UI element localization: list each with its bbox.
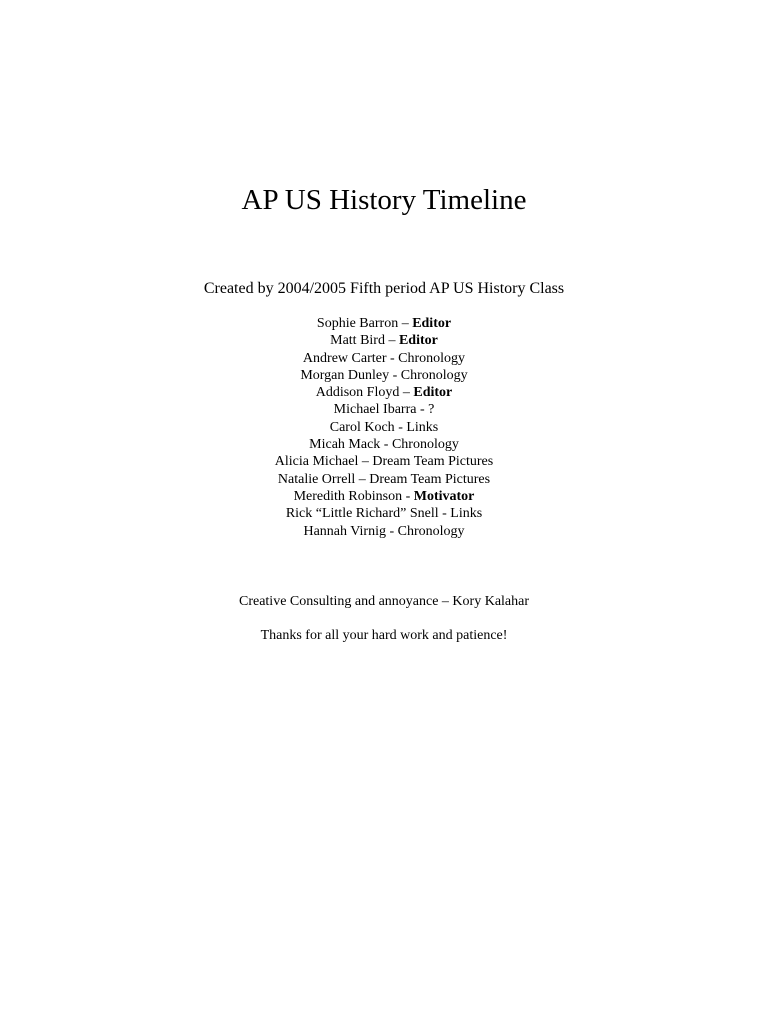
credit-line — [0, 350, 768, 367]
credit-line — [0, 471, 768, 488]
consulting-credit: Creative Consulting and annoyance – Kory Kalahar — [238, 594, 530, 609]
credit-role: Dream Team Pictures — [372, 454, 494, 470]
credit-role: Chronology — [397, 523, 465, 539]
document-subtitle: Created by 2004/2005 Fifth period AP US History Class — [203, 280, 565, 297]
credit-role: Editor — [412, 316, 452, 331]
credit-role: Editor — [413, 385, 453, 401]
credit-separator: - — [385, 523, 398, 539]
credit-line — [0, 401, 768, 418]
credit-separator: - — [380, 437, 392, 453]
credit-role: Dream Team Pictures — [369, 471, 491, 487]
credit-name: Matt Bird — [330, 333, 385, 349]
credit-line — [0, 505, 768, 522]
credit-line — [0, 315, 768, 332]
credit-name: Carol Koch — [329, 419, 395, 435]
thanks-note: Thanks for all your hard work and patience! — [260, 628, 508, 643]
credit-separator: - — [394, 419, 407, 435]
credit-line — [0, 332, 768, 349]
credit-separator: - — [438, 506, 451, 522]
credit-role: Motivator — [413, 488, 475, 504]
credit-separator: – — [355, 471, 370, 487]
credit-role: Chronology — [391, 437, 459, 453]
document-title: AP US History Timeline — [241, 184, 527, 216]
credit-name: Sophie Barron — [316, 316, 399, 331]
credit-name: Andrew Carter — [302, 350, 387, 366]
credit-line — [0, 384, 768, 401]
credit-name: Natalie Orrell — [277, 471, 356, 487]
credit-role: Chronology — [398, 350, 466, 366]
credit-line — [0, 367, 768, 384]
credit-separator: – — [399, 385, 414, 401]
credit-separator: – — [398, 316, 413, 331]
credit-name: Micah Mack — [309, 437, 381, 453]
credit-role: Links — [450, 506, 483, 522]
credit-role: Editor — [398, 333, 438, 349]
credit-name: Morgan Dunley — [300, 367, 390, 383]
credit-line — [0, 436, 768, 453]
credits-list — [0, 315, 768, 540]
credit-name: Michael Ibarra — [333, 402, 417, 418]
credit-separator: – — [384, 333, 399, 349]
credit-role: ? — [428, 402, 435, 418]
credit-separator: – — [358, 454, 373, 470]
credit-role: Chronology — [400, 367, 468, 383]
credit-line — [0, 523, 768, 540]
credit-name: Rick “Little Richard” Snell — [285, 506, 439, 522]
credit-name: Alicia Michael — [274, 454, 359, 470]
credit-separator: - — [416, 402, 429, 418]
credit-separator: - — [402, 488, 414, 504]
credit-name: Hannah Virnig — [303, 523, 386, 539]
credit-separator: - — [386, 350, 399, 366]
credit-line — [0, 419, 768, 436]
credit-name: Addison Floyd — [315, 385, 400, 401]
credit-line — [0, 453, 768, 470]
credit-separator: - — [389, 367, 401, 383]
credit-role: Links — [406, 419, 439, 435]
credit-line — [0, 488, 768, 505]
credit-name: Meredith Robinson — [293, 488, 403, 504]
